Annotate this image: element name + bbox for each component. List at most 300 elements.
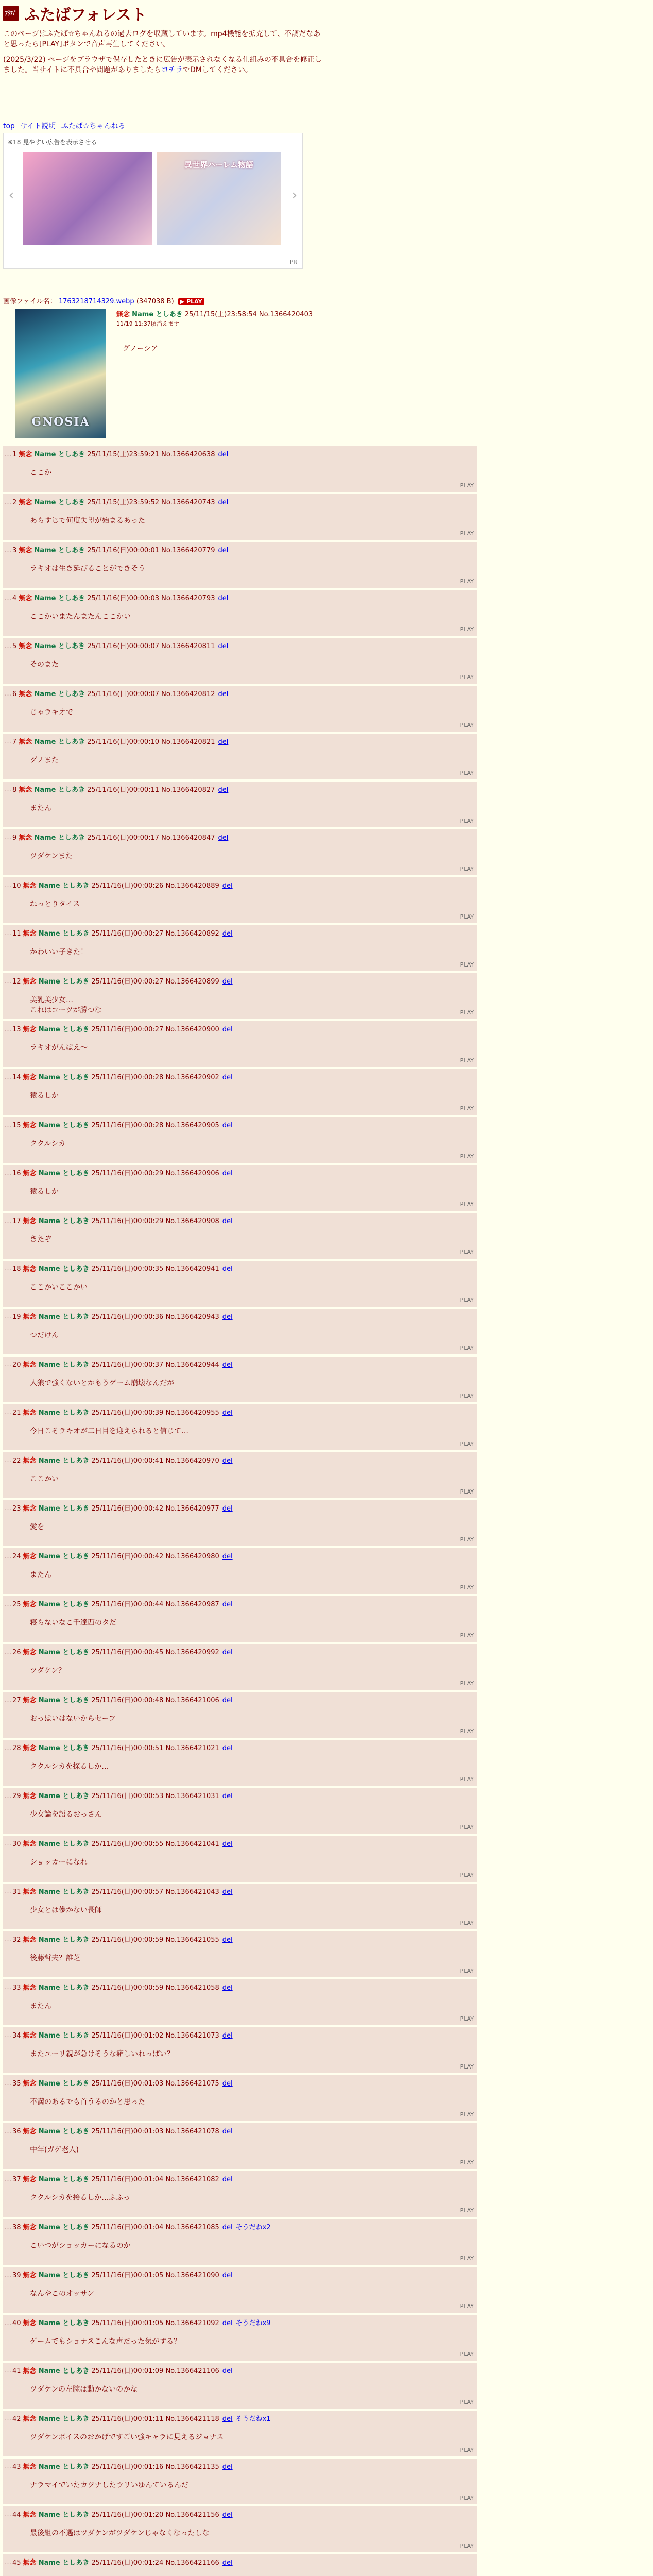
reply-play-button[interactable]: PLAY	[460, 1249, 474, 1256]
reply-header	[12, 1936, 236, 1944]
reply-subject: 無念	[23, 1649, 37, 1656]
reply-del-link[interactable]: del	[222, 1122, 233, 1129]
reply-del-link[interactable]: del	[222, 1601, 233, 1608]
reply-number: 17	[12, 1217, 21, 1225]
reply-name: Name としあき	[38, 1457, 90, 1465]
reply-header	[12, 1792, 236, 1801]
reply-header	[12, 738, 231, 747]
reply-del-link[interactable]: del	[222, 1170, 233, 1177]
reply-date: 25/11/16(日)00:00:27 No.1366420900	[91, 1026, 219, 1033]
reply-number: 32	[12, 1936, 21, 1944]
reply-del-link[interactable]: del	[222, 2272, 233, 2279]
reply-header	[12, 498, 231, 507]
reply-body	[30, 2432, 446, 2443]
reply-number: 25	[12, 1601, 21, 1608]
reply-play-button[interactable]: PLAY	[460, 913, 474, 920]
reply-body	[30, 2001, 446, 2011]
reply-del-link[interactable]: del	[222, 1265, 233, 1273]
reply-date: 25/11/16(日)00:00:55 No.1366421041	[91, 1840, 219, 1848]
reply-header	[12, 594, 231, 603]
reply-play-button[interactable]: PLAY	[460, 2495, 474, 2501]
reply-play-button[interactable]: PLAY	[460, 1488, 474, 1495]
reply-del-link[interactable]: del	[222, 2319, 233, 2327]
reply-number: 5	[12, 642, 17, 650]
op-file-link[interactable]: 1763218714329.webp	[58, 298, 134, 306]
reply-date: 25/11/16(日)00:01:03 No.1366421075	[91, 2080, 219, 2088]
reply-name: Name としあき	[38, 1553, 90, 1561]
reply-number: 39	[12, 2272, 21, 2279]
reply-play-button[interactable]: PLAY	[460, 482, 474, 489]
reply-number: 12	[12, 978, 21, 986]
site-header	[3, 2, 467, 25]
reply-date: 25/11/16(日)00:00:39 No.1366420955	[91, 1409, 219, 1417]
reply-play-button[interactable]: PLAY	[460, 626, 474, 633]
reply-name: Name としあき	[38, 2463, 90, 2471]
reply-del-link[interactable]: del	[218, 595, 229, 602]
reply-del-link[interactable]: del	[222, 1697, 233, 1704]
reply-play-button[interactable]: PLAY	[460, 1920, 474, 1926]
reply-del-link[interactable]: del	[222, 978, 233, 986]
reply-body-line: ツダケンの左腕は動かないのかな	[30, 2385, 138, 2394]
reply-body-line: 猿るしか	[30, 1188, 59, 1196]
reply-marker: …	[5, 498, 11, 506]
reply-play-button[interactable]: PLAY	[460, 818, 474, 824]
nav-link-futaba[interactable]: ふたば☆ちゃんねる	[61, 122, 126, 130]
reply-play-button[interactable]: PLAY	[460, 2063, 474, 2070]
reply-header	[12, 2319, 271, 2328]
op-play-button[interactable]: ▶ PLAY	[178, 298, 204, 305]
reply-play-button[interactable]: PLAY	[460, 1776, 474, 1783]
reply-name: Name としあき	[34, 499, 85, 506]
reply-play-button[interactable]: PLAY	[460, 2543, 474, 2549]
ad-image-1[interactable]	[23, 152, 152, 245]
reply-post	[3, 2027, 477, 2073]
reply-name: Name としあき	[38, 1170, 90, 1177]
reply-name: Name としあき	[38, 1217, 90, 1225]
reply-header	[12, 2079, 236, 2088]
reply-sodane[interactable]: そうだねx1	[235, 2415, 271, 2423]
reply-play-button[interactable]: PLAY	[460, 1728, 474, 1735]
reply-number: 29	[12, 1792, 21, 1800]
reply-name: Name としあき	[34, 547, 85, 554]
reply-subject: 無念	[23, 2319, 37, 2327]
reply-number: 37	[12, 2176, 21, 2183]
reply-post	[3, 2459, 477, 2504]
reply-post	[3, 829, 477, 875]
reply-del-link[interactable]: del	[218, 834, 229, 842]
reply-post	[3, 2363, 477, 2409]
reply-post	[3, 1021, 477, 1067]
nav-links	[3, 121, 128, 131]
reply-del-link[interactable]: del	[222, 1026, 233, 1033]
reply-del-link[interactable]: del	[222, 1840, 233, 1848]
reply-del-link[interactable]: del	[222, 2176, 233, 2183]
reply-post	[3, 782, 477, 827]
reply-body	[30, 2241, 446, 2251]
intro-paragraph-2	[3, 55, 322, 75]
reply-post	[3, 2315, 477, 2361]
reply-date: 25/11/16(日)00:01:03 No.1366421078	[91, 2128, 219, 2136]
reply-post	[3, 1404, 477, 1450]
reply-subject: 無念	[23, 1074, 37, 1081]
reply-play-button[interactable]: PLAY	[460, 1584, 474, 1591]
reply-play-button[interactable]: PLAY	[460, 1680, 474, 1687]
reply-play-button[interactable]: PLAY	[460, 2303, 474, 2310]
reply-number: 14	[12, 1074, 21, 1081]
reply-header	[12, 1121, 236, 1130]
reply-body	[30, 1426, 446, 1436]
reply-subject: 無念	[23, 1265, 37, 1273]
op-meta	[116, 310, 313, 329]
reply-header	[12, 1504, 236, 1513]
reply-body-line: 最後組の不遇はツダケンがツダケンじゃなくなったしな	[30, 2529, 210, 2537]
op-thumbnail[interactable]	[15, 309, 106, 438]
reply-post	[3, 542, 477, 588]
reply-del-link[interactable]: del	[222, 1936, 233, 1944]
reply-marker: …	[5, 1409, 11, 1416]
reply-body	[30, 803, 446, 814]
reply-subject: 無念	[23, 1697, 37, 1704]
reply-del-link[interactable]: del	[222, 2128, 233, 2136]
reply-body-line: 少女とは儚かない長師	[30, 1906, 102, 1914]
reply-play-button[interactable]: PLAY	[460, 2447, 474, 2453]
reply-play-button[interactable]: PLAY	[460, 770, 474, 776]
reply-name: Name としあき	[38, 2511, 90, 2519]
reply-play-button[interactable]: PLAY	[460, 1536, 474, 1543]
reply-marker: …	[5, 2271, 11, 2279]
reply-subject: 無念	[19, 690, 32, 698]
reply-post	[3, 1165, 477, 1211]
reply-date: 25/11/16(日)00:00:17 No.1366420847	[87, 834, 215, 842]
reply-number: 4	[12, 595, 17, 602]
nav-link-about[interactable]: サイト説明	[20, 122, 56, 130]
reply-play-button[interactable]: PLAY	[460, 1057, 474, 1064]
reply-header	[12, 929, 236, 938]
reply-post	[3, 1069, 477, 1115]
reply-play-button[interactable]: PLAY	[460, 1393, 474, 1399]
reply-play-button[interactable]: PLAY	[460, 2255, 474, 2262]
ad-banner-label: ※18 見やすい広告を表示させる	[8, 139, 97, 146]
reply-name: Name としあき	[34, 786, 85, 794]
reply-body-line: またん	[30, 1571, 51, 1579]
reply-del-link[interactable]: del	[222, 1217, 233, 1225]
reply-marker: …	[5, 642, 11, 650]
site-title[interactable]: ふたばフォレスト	[24, 6, 147, 24]
reply-play-button[interactable]: PLAY	[460, 1153, 474, 1160]
reply-subject: 無念	[23, 1744, 37, 1752]
reply-body	[30, 1043, 446, 1053]
reply-date: 25/11/16(日)00:00:07 No.1366420811	[87, 642, 215, 650]
reply-play-button[interactable]: PLAY	[460, 2399, 474, 2405]
site-logo[interactable]: ﾌﾀﾊﾞ	[3, 6, 19, 21]
reply-del-link[interactable]: del	[222, 930, 233, 938]
reply-subject: 無念	[23, 1936, 37, 1944]
reply-name: Name としあき	[38, 2367, 90, 2375]
reply-body-line: 少女論を語るおっさん	[30, 1810, 102, 1819]
reply-play-button[interactable]: PLAY	[460, 2351, 474, 2358]
reply-header	[12, 1840, 236, 1849]
carousel-prev-icon[interactable]: ‹	[8, 188, 14, 203]
reply-del-link[interactable]: del	[222, 882, 233, 890]
site-intro	[3, 29, 322, 80]
reply-name: Name としあき	[38, 1697, 90, 1704]
reply-del-link[interactable]: del	[218, 786, 229, 794]
reply-header	[12, 2031, 236, 2040]
reply-name: Name としあき	[38, 1074, 90, 1081]
reply-post	[3, 973, 477, 1019]
reply-body	[30, 2528, 446, 2538]
reply-post	[3, 734, 477, 779]
reply-date: 25/11/16(日)00:00:28 No.1366420905	[91, 1122, 219, 1129]
reply-subject: 無念	[19, 834, 32, 842]
reply-subject: 無念	[23, 2463, 37, 2471]
reply-body-line: またユーリ親が急けそうな癖しいれっぱい？	[30, 2050, 174, 2058]
reply-number: 31	[12, 1888, 21, 1896]
reply-date: 25/11/16(日)00:00:59 No.1366421058	[91, 1984, 219, 1992]
reply-play-button[interactable]: PLAY	[460, 1968, 474, 1974]
reply-subject: 無念	[19, 547, 32, 554]
reply-header	[12, 1361, 236, 1369]
reply-name: Name としあき	[38, 1409, 90, 1417]
reply-play-button[interactable]: PLAY	[460, 722, 474, 728]
reply-number: 6	[12, 690, 17, 698]
op-subject: 無念	[116, 311, 130, 318]
reply-del-link[interactable]: del	[218, 738, 229, 746]
reply-del-link[interactable]: del	[222, 1409, 233, 1417]
reply-post	[3, 1213, 477, 1259]
reply-header	[12, 690, 231, 699]
reply-subject: 無念	[23, 930, 37, 938]
reply-play-button[interactable]: PLAY	[460, 1105, 474, 1112]
reply-subject: 無念	[23, 882, 37, 890]
reply-play-button[interactable]: PLAY	[460, 1009, 474, 1016]
reply-number: 15	[12, 1122, 21, 1129]
reply-body-line: こいつがショッカーになるのか	[30, 2242, 131, 2250]
reply-body	[30, 2193, 446, 2203]
reply-number: 20	[12, 1361, 21, 1369]
reply-del-link[interactable]: del	[218, 451, 229, 459]
reply-subject: 無念	[23, 2176, 37, 2183]
op-file-label: 画像ファイル名：	[3, 298, 57, 306]
reply-body-line: ツダケン？	[30, 1667, 66, 1675]
reply-body	[30, 1570, 446, 1580]
reply-subject: 無念	[23, 1122, 37, 1129]
reply-body-line: 人狼で強くないとかもうゲーム崩壊なんだが	[30, 1379, 174, 1387]
reply-date: 25/11/16(日)00:00:29 No.1366420906	[91, 1170, 219, 1177]
reply-body	[30, 2145, 446, 2155]
reply-subject: 無念	[23, 1409, 37, 1417]
reply-del-link[interactable]: del	[222, 2415, 233, 2423]
reply-name: Name としあき	[38, 1361, 90, 1369]
reply-body	[30, 1905, 446, 1916]
reply-play-button[interactable]: PLAY	[460, 2207, 474, 2214]
reply-body	[30, 2289, 446, 2299]
reply-subject: 無念	[23, 1840, 37, 1848]
reply-post	[3, 2123, 477, 2169]
reply-header	[12, 1552, 236, 1561]
reply-del-link[interactable]: del	[218, 690, 229, 698]
reply-play-button[interactable]: PLAY	[460, 1440, 474, 1447]
reply-subject: 無念	[19, 738, 32, 746]
reply-subject: 無念	[23, 1313, 37, 1321]
reply-del-link[interactable]: del	[222, 1361, 233, 1369]
reply-body	[30, 707, 446, 718]
reply-play-button[interactable]: PLAY	[460, 1872, 474, 1878]
reply-number: 35	[12, 2080, 21, 2088]
reply-subject: 無念	[19, 595, 32, 602]
reply-name: Name としあき	[38, 1601, 90, 1608]
op-expire: 11/19 11:37頃消えます	[116, 320, 179, 327]
reply-sodane[interactable]: そうだねx2	[235, 2224, 271, 2231]
reply-header	[12, 642, 231, 651]
reply-post	[3, 1884, 477, 1929]
reply-play-button[interactable]: PLAY	[460, 1201, 474, 1208]
reply-del-link[interactable]: del	[222, 1744, 233, 1752]
reply-subject: 無念	[23, 2367, 37, 2375]
reply-del-link[interactable]: del	[218, 499, 229, 506]
reply-name: Name としあき	[38, 930, 90, 938]
reply-marker: …	[5, 1600, 11, 1608]
reply-del-link[interactable]: del	[222, 1649, 233, 1656]
reply-header	[12, 2511, 236, 2519]
reply-number: 41	[12, 2367, 21, 2375]
reply-play-button[interactable]: PLAY	[460, 2159, 474, 2166]
reply-del-link[interactable]: del	[222, 2080, 233, 2088]
reply-list	[3, 446, 477, 2576]
reply-header	[12, 1409, 236, 1417]
reply-subject: 無念	[23, 2272, 37, 2279]
reply-marker: …	[5, 2463, 11, 2470]
reply-del-link[interactable]: del	[218, 547, 229, 554]
reply-play-button[interactable]: PLAY	[460, 866, 474, 872]
reply-marker: …	[5, 1696, 11, 1704]
reply-play-button[interactable]: PLAY	[460, 1297, 474, 1303]
reply-body-line: ここかいここかい	[30, 1283, 88, 1292]
reply-marker: …	[5, 1361, 11, 1368]
reply-body-line: またん	[30, 804, 51, 812]
reply-body	[30, 1091, 446, 1101]
reply-del-link[interactable]: del	[222, 2032, 233, 2040]
reply-post	[3, 1740, 477, 1786]
reply-marker: …	[5, 977, 11, 985]
nav-link-top[interactable]: top	[3, 122, 15, 130]
reply-play-button[interactable]: PLAY	[460, 578, 474, 585]
reply-body-line: ツダケンボイスのおかげですごい強キャラに見えるジョナス	[30, 2433, 224, 2442]
ad-image-2[interactable]	[157, 152, 281, 245]
reply-del-link[interactable]: del	[222, 1074, 233, 1081]
reply-play-button[interactable]: PLAY	[460, 2111, 474, 2118]
reply-marker: …	[5, 2511, 11, 2518]
reply-play-button[interactable]: PLAY	[460, 1345, 474, 1351]
reply-subject: 無念	[23, 1026, 37, 1033]
reply-body-line: 今日こそラキオが二日目を迎えられると信じて…	[30, 1427, 188, 1435]
reply-play-button[interactable]: PLAY	[460, 961, 474, 968]
reply-body-line: ここか	[30, 469, 51, 477]
reply-play-button[interactable]: PLAY	[460, 2015, 474, 2022]
reply-date: 25/11/16(日)00:01:04 No.1366421085	[91, 2224, 219, 2231]
reply-post	[3, 1548, 477, 1594]
reply-number: 27	[12, 1697, 21, 1704]
reply-sodane[interactable]: そうだねx9	[235, 2319, 271, 2327]
reply-header	[12, 1073, 236, 1082]
ad-footer: PR	[289, 259, 297, 265]
reply-del-link[interactable]: del	[222, 1553, 233, 1561]
reply-marker: …	[5, 929, 11, 937]
reply-del-link[interactable]: del	[222, 2463, 233, 2471]
reply-date: 25/11/16(日)00:00:48 No.1366421006	[91, 1697, 219, 1704]
reply-del-link[interactable]: del	[222, 2511, 233, 2519]
reply-del-link[interactable]: del	[222, 2367, 233, 2375]
reply-name: Name としあき	[38, 1936, 90, 1944]
reply-body-line: つだけん	[30, 1331, 59, 1340]
reply-number: 1	[12, 451, 17, 459]
reply-number: 8	[12, 786, 17, 794]
reply-del-link[interactable]: del	[222, 2559, 233, 2567]
reply-number: 3	[12, 547, 17, 554]
reply-play-button[interactable]: PLAY	[460, 674, 474, 681]
reply-post	[3, 1500, 477, 1546]
op-post	[3, 296, 473, 429]
reply-number: 30	[12, 1840, 21, 1848]
reply-marker: …	[5, 2079, 11, 2087]
reply-del-link[interactable]: del	[222, 1313, 233, 1321]
reply-marker: …	[5, 2175, 11, 2183]
reply-body	[30, 2336, 446, 2347]
reply-marker: …	[5, 2367, 11, 2375]
reply-body	[30, 2480, 446, 2490]
reply-name: Name としあき	[38, 2032, 90, 2040]
reply-subject: 無念	[23, 1601, 37, 1608]
reply-body-line: グノまた	[30, 756, 59, 765]
reply-body	[30, 1474, 446, 1484]
reply-play-button[interactable]: PLAY	[460, 1824, 474, 1831]
reply-del-link[interactable]: del	[222, 1888, 233, 1896]
reply-body	[30, 1618, 446, 1628]
reply-header	[12, 1888, 236, 1896]
reply-body	[30, 659, 446, 670]
reply-del-link[interactable]: del	[222, 1984, 233, 1992]
reply-del-link[interactable]: del	[222, 1792, 233, 1800]
reply-body	[30, 2049, 446, 2059]
reply-marker: …	[5, 1744, 11, 1752]
reply-name: Name としあき	[38, 1313, 90, 1321]
carousel-next-icon[interactable]: ›	[291, 188, 298, 203]
reply-number: 38	[12, 2224, 21, 2231]
reply-del-link[interactable]: del	[222, 2224, 233, 2231]
reply-number: 21	[12, 1409, 21, 1417]
reply-del-link[interactable]: del	[218, 642, 229, 650]
reply-number: 16	[12, 1170, 21, 1177]
op-date: 25/11/15(土)23:58:54 No.1366420403	[184, 311, 313, 318]
reply-play-button[interactable]: PLAY	[460, 1632, 474, 1639]
reply-header	[12, 2223, 271, 2232]
reply-marker: …	[5, 1073, 11, 1081]
reply-del-link[interactable]: del	[222, 1505, 233, 1513]
reply-post	[3, 2554, 477, 2576]
reply-marker: …	[5, 2558, 11, 2566]
reply-post	[3, 1117, 477, 1163]
reply-subject: 無念	[23, 1505, 37, 1513]
reply-body	[30, 564, 446, 574]
reply-body-line: ショッカーになれ	[30, 1858, 88, 1867]
reply-header	[12, 2463, 236, 2471]
reply-del-link[interactable]: del	[222, 1457, 233, 1465]
reply-name: Name としあき	[38, 1122, 90, 1129]
contact-link[interactable]: コチラ	[161, 66, 183, 74]
reply-play-button[interactable]: PLAY	[460, 530, 474, 537]
reply-header	[12, 834, 231, 842]
reply-header	[12, 977, 236, 986]
